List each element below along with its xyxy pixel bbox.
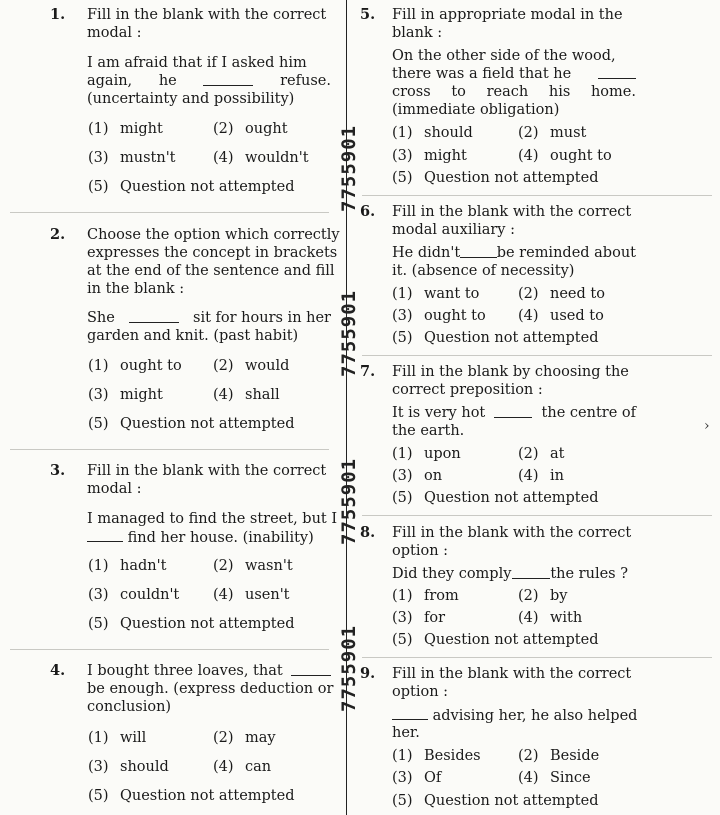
question-sentence: I am afraid that if I asked him xyxy=(87,55,307,71)
question-number: 7. xyxy=(360,363,376,380)
option-4[interactable]: (4) with xyxy=(518,610,583,626)
question-sentence: I managed to find the street, but I xyxy=(87,511,338,527)
option-1[interactable]: (1) ought to xyxy=(88,358,182,374)
option-3[interactable]: (3) should xyxy=(88,759,169,775)
option-4[interactable]: (4) ought to xyxy=(518,148,612,164)
option-3[interactable]: (3) on xyxy=(392,468,443,484)
option-2[interactable]: (2) ought xyxy=(213,121,288,137)
question-sentence: cross to reach his home. xyxy=(392,84,636,100)
question-stem: Fill in the blank with the correct xyxy=(392,666,632,682)
option-4[interactable]: (4) usen't xyxy=(213,587,290,603)
question-sentence: be enough. (express deduction or xyxy=(87,681,334,697)
question-sentence: advising her, he also helped xyxy=(392,706,637,725)
question-hint: it. (absence of necessity) xyxy=(392,263,575,279)
question-hint: (uncertainty and possibility) xyxy=(87,91,295,107)
question-sentence: It is very hot the centre of xyxy=(392,405,636,421)
option-5[interactable]: (5) Question not attempted xyxy=(392,793,599,809)
question-sentence: find her house. (inability) xyxy=(87,528,314,547)
question-sentence: On the other side of the wood, xyxy=(392,48,616,64)
option-1[interactable]: (1) upon xyxy=(392,446,461,462)
option-3[interactable]: (3) ought to xyxy=(392,308,486,324)
option-2[interactable]: (2) wasn't xyxy=(213,558,293,574)
question-separator xyxy=(362,355,712,356)
option-2[interactable]: (2) would xyxy=(213,358,290,374)
answer-blank xyxy=(512,565,550,579)
question-stem: Fill in appropriate modal in the xyxy=(392,7,623,23)
question-separator xyxy=(10,649,329,650)
answer-blank xyxy=(129,309,179,323)
option-2[interactable]: (2) must xyxy=(518,125,587,141)
question-separator xyxy=(362,657,712,658)
serial-stamp: 7755901 xyxy=(338,289,360,377)
option-3[interactable]: (3) mustn't xyxy=(88,150,176,166)
option-3[interactable]: (3) for xyxy=(392,610,446,626)
question-sentence: her. xyxy=(392,725,420,741)
serial-stamp: 7755901 xyxy=(338,624,360,712)
question-number: 1. xyxy=(50,6,66,23)
question-number: 3. xyxy=(50,462,66,479)
option-5[interactable]: (5) Question not attempted xyxy=(392,632,599,648)
question-separator xyxy=(362,195,712,196)
option-2[interactable]: (2) by xyxy=(518,588,568,604)
option-5[interactable]: (5) Question not attempted xyxy=(88,616,295,632)
question-stem: modal : xyxy=(87,25,142,41)
question-stem: blank : xyxy=(392,25,443,41)
question-sentence: conclusion) xyxy=(87,699,172,715)
question-stem: Fill in the blank with the correct xyxy=(87,463,327,479)
option-1[interactable]: (1) might xyxy=(88,121,163,137)
option-4[interactable]: (4) can xyxy=(213,759,272,775)
option-3[interactable]: (3) might xyxy=(88,387,163,403)
option-2[interactable]: (2) at xyxy=(518,446,565,462)
option-1[interactable]: (1) will xyxy=(88,730,147,746)
question-number: 4. xyxy=(50,662,66,679)
question-stem: modal : xyxy=(87,481,142,497)
option-5[interactable]: (5) Question not attempted xyxy=(88,788,295,804)
question-sentence: He didn't be reminded about xyxy=(392,245,636,261)
serial-stamp: 7755901 xyxy=(338,124,360,212)
question-stem: Fill in the blank with the correct xyxy=(392,525,632,541)
question-number: 2. xyxy=(50,226,66,243)
question-stem: modal auxiliary : xyxy=(392,222,515,238)
question-separator xyxy=(10,212,329,213)
question-stem: option : xyxy=(392,543,449,559)
answer-blank xyxy=(87,528,123,542)
question-sentence: garden and knit. (past habit) xyxy=(87,328,299,344)
margin-mark-icon: › xyxy=(704,418,710,434)
option-1[interactable]: (1) want to xyxy=(392,286,480,302)
option-5[interactable]: (5) Question not attempted xyxy=(392,330,599,346)
question-stem: expresses the concept in brackets xyxy=(87,245,338,261)
answer-blank xyxy=(291,662,331,676)
answer-blank xyxy=(203,72,253,86)
option-3[interactable]: (3) might xyxy=(392,148,467,164)
option-4[interactable]: (4) wouldn't xyxy=(213,150,309,166)
question-sentence: again, he refuse. xyxy=(87,73,331,89)
option-3[interactable]: (3) couldn't xyxy=(88,587,180,603)
option-4[interactable]: (4) shall xyxy=(213,387,280,403)
answer-blank xyxy=(494,404,532,418)
option-4[interactable]: (4) in xyxy=(518,468,564,484)
option-4[interactable]: (4) used to xyxy=(518,308,604,324)
option-2[interactable]: (2) may xyxy=(213,730,276,746)
question-sentence: I bought three loaves, that xyxy=(87,662,331,680)
question-stem: option : xyxy=(392,684,449,700)
option-2[interactable]: (2) need to xyxy=(518,286,605,302)
option-1[interactable]: (1) should xyxy=(392,125,473,141)
answer-blank xyxy=(392,706,428,720)
option-4[interactable]: (4) Since xyxy=(518,770,591,786)
question-number: 5. xyxy=(360,6,376,23)
question-stem: Choose the option which correctly xyxy=(87,227,340,243)
option-3[interactable]: (3) Of xyxy=(392,770,442,786)
serial-stamp: 7755901 xyxy=(338,457,360,545)
option-1[interactable]: (1) Besides xyxy=(392,748,481,764)
question-sentence: She sit for hours in her xyxy=(87,310,331,326)
question-stem: Fill in the blank by choosing the xyxy=(392,364,629,380)
answer-blank xyxy=(460,244,497,258)
question-stem: at the end of the sentence and fill xyxy=(87,263,335,279)
question-number: 9. xyxy=(360,665,376,682)
question-stem: correct preposition : xyxy=(392,382,543,398)
question-sentence: there was a field that he xyxy=(392,65,636,83)
question-sentence: Did they comply the rules ? xyxy=(392,566,628,582)
option-1[interactable]: (1) from xyxy=(392,588,459,604)
option-1[interactable]: (1) hadn't xyxy=(88,558,167,574)
question-separator xyxy=(10,449,329,450)
question-number: 8. xyxy=(360,524,376,541)
option-5[interactable]: (5) Question not attempted xyxy=(392,170,599,186)
question-number: 6. xyxy=(360,203,376,220)
question-stem: Fill in the blank with the correct xyxy=(392,204,632,220)
question-stem: in the blank : xyxy=(87,281,185,297)
option-2[interactable]: (2) Beside xyxy=(518,748,600,764)
question-sentence: the earth. xyxy=(392,423,465,439)
question-hint: (immediate obligation) xyxy=(392,102,560,118)
option-5[interactable]: (5) Question not attempted xyxy=(88,179,295,195)
option-5[interactable]: (5) Question not attempted xyxy=(392,490,599,506)
question-separator xyxy=(362,515,712,516)
answer-blank xyxy=(598,65,636,79)
question-stem: Fill in the blank with the correct xyxy=(87,7,327,23)
option-5[interactable]: (5) Question not attempted xyxy=(88,416,295,432)
